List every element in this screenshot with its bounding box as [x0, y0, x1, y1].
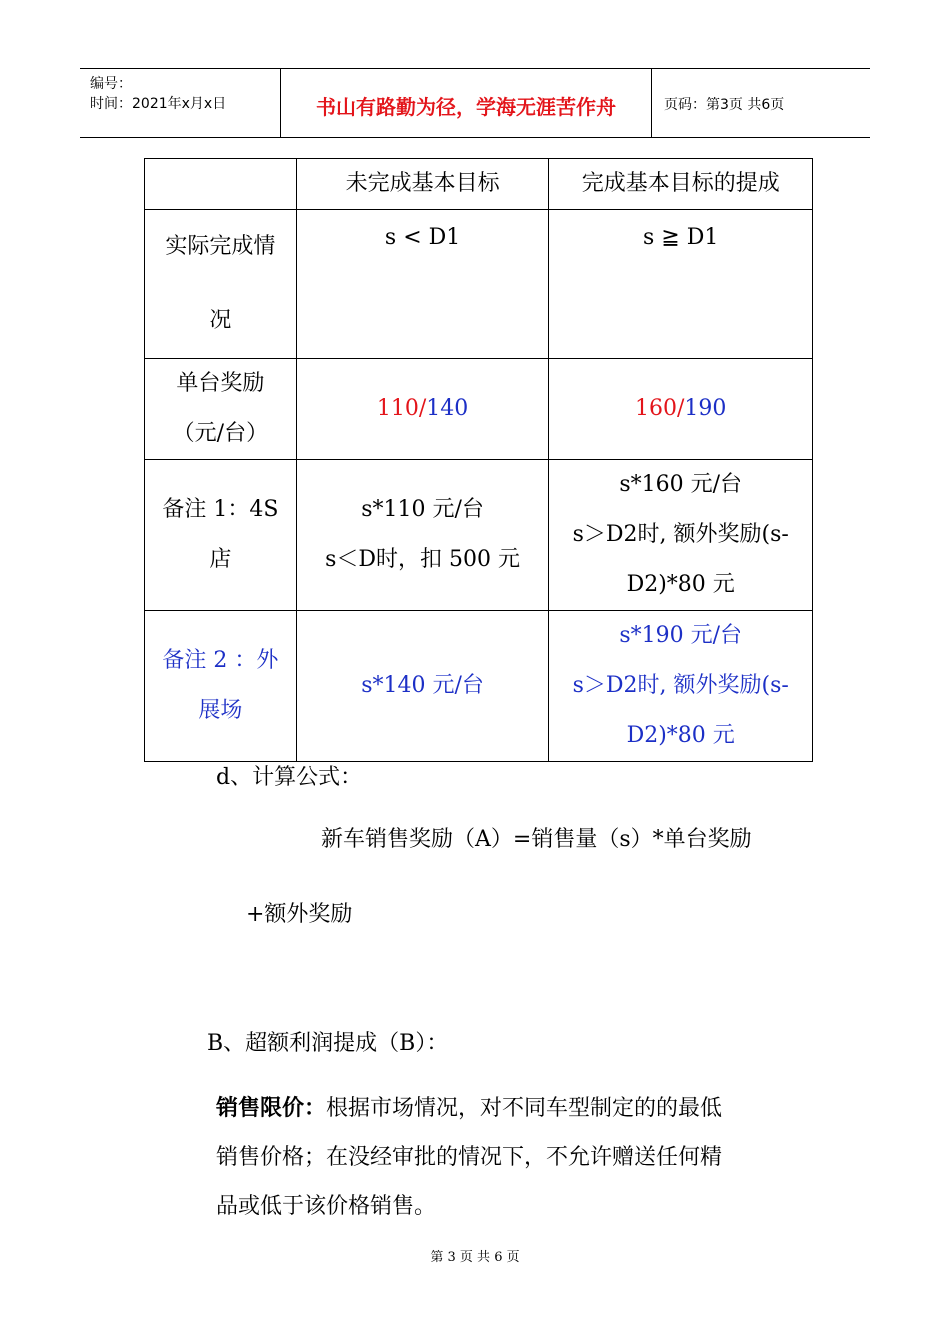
- cell-line: s＜D时，扣 500 元: [325, 547, 521, 572]
- bonus-expo-value: 140: [426, 396, 469, 421]
- row-label-line: 实际完成情: [165, 234, 276, 259]
- cell-actual-not-met: s < D1: [296, 210, 549, 359]
- row-label-actual: [145, 210, 297, 359]
- row-label-line: （元/台）: [172, 421, 269, 446]
- cell-line: s＞D2时, 额外奖励(s-: [572, 522, 789, 547]
- page-header: [80, 68, 870, 138]
- cell-line: s*190 元/台: [619, 623, 743, 648]
- cell-note2-not-met: s*140 元/台: [296, 611, 549, 762]
- limit-paragraph-line: [216, 1091, 722, 1122]
- header-cell-not-met: 未完成基本目标: [296, 159, 549, 210]
- row-label-note2: [145, 611, 297, 762]
- header-cell-empty: [145, 159, 297, 210]
- row-label-line: 备注 2 ：外: [162, 648, 279, 673]
- cell-line: s*110 元/台: [361, 497, 484, 522]
- cell-note1-not-met: [296, 460, 549, 611]
- limit-label: 销售限价：: [216, 1095, 327, 1121]
- date-label: 时间：2021年x月x日: [90, 96, 227, 112]
- number-label: 编号：: [90, 76, 132, 92]
- section-d-title: d、计算公式：: [216, 765, 363, 790]
- row-label-unit-bonus: [145, 359, 297, 460]
- bonus-table: [144, 158, 813, 762]
- cell-line: s＞D2时, 额外奖励(s-: [572, 673, 789, 698]
- cell-note2-met: [549, 611, 813, 762]
- cell-line: D2)*80 元: [626, 723, 735, 748]
- cell-actual-met: s ≧ D1: [549, 210, 813, 359]
- header-page-cell: [652, 69, 870, 137]
- limit-paragraph-line: 品或低于该价格销售。: [216, 1194, 437, 1219]
- limit-text: 根据市场情况，对不同车型制定的的最低: [326, 1096, 723, 1121]
- row-label-line: 况: [209, 308, 232, 333]
- formula-line: +额外奖励: [246, 902, 353, 927]
- formula-line: 新车销售奖励（A）=销售量（s）*单台奖励: [321, 827, 752, 852]
- row-label-line: 备注 1：4S: [162, 497, 279, 522]
- header-cell-met: 完成基本目标的提成: [549, 159, 813, 210]
- row-label-line: 店: [209, 547, 232, 572]
- bonus-expo-value: 190: [684, 396, 727, 421]
- cell-note1-met: [549, 460, 813, 611]
- row-label-line: 单台奖励: [176, 371, 265, 396]
- cell-line: s*160 元/台: [619, 472, 743, 497]
- bonus-4s-value: 110/: [376, 396, 427, 421]
- table-row: [145, 460, 813, 611]
- motto: 书山有路勤为径，学海无涯苦作舟: [316, 95, 616, 119]
- row-label-note1: [145, 460, 297, 611]
- table-row: [145, 210, 813, 359]
- table-row: [145, 359, 813, 460]
- table-row: [145, 611, 813, 762]
- page-info: 页码：第3页 共6页: [664, 97, 785, 113]
- page-footer: 第 3 页 共 6 页: [430, 1250, 520, 1265]
- header-motto-cell: [280, 69, 652, 137]
- section-b-title: B、超额利润提成（B）：: [207, 1031, 449, 1056]
- limit-paragraph-line: 销售价格；在没经审批的情况下，不允许赠送任何精: [216, 1145, 723, 1170]
- cell-line: D2)*80 元: [626, 572, 735, 597]
- bonus-4s-value: 160/: [634, 396, 685, 421]
- row-label-line: 展场: [198, 698, 243, 723]
- table-header-row: [145, 159, 813, 210]
- header-meta: [80, 69, 280, 137]
- cell-unit-bonus-not-met: [296, 359, 549, 460]
- cell-unit-bonus-met: [549, 359, 813, 460]
